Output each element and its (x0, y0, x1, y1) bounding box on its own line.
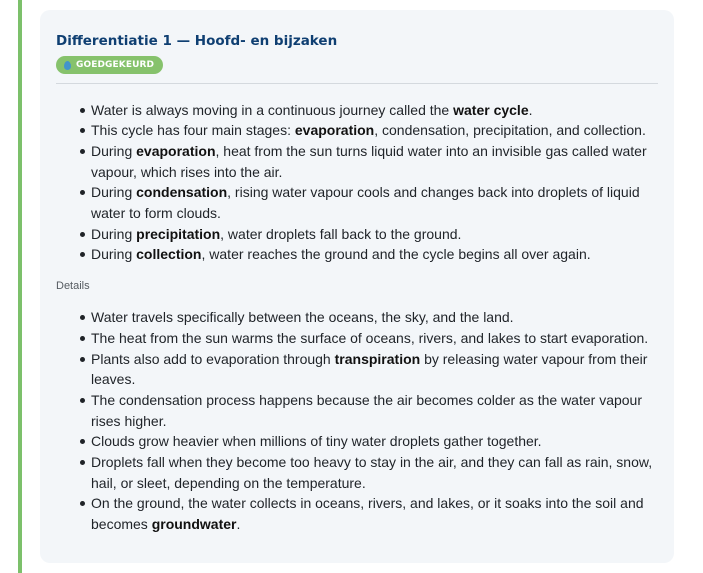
text-segment: Water travels specifically between the oceans, the sky, and the land. (91, 309, 514, 326)
bold-term: water cycle (453, 101, 529, 118)
text-segment: . (236, 516, 241, 533)
text-segment: The condensation process happens because the air becomes colder as the water vapour rises higher. (91, 391, 643, 429)
content-area (22, 0, 703, 573)
list-item (91, 431, 658, 452)
bold-term: condensation (136, 184, 228, 201)
text-segment: , rising water vapour cools and changes back into droplets of liquid water to form clouds. (91, 184, 640, 222)
main-points-list (56, 100, 658, 266)
divider (56, 83, 658, 84)
list-item (91, 120, 658, 141)
status-badge-label: GOEDGEKEURD (76, 60, 155, 70)
text-segment: , heat from the sun turns liquid water into an invisible gas called water vapour, which rises into the air. (91, 142, 647, 180)
text-segment: Plants also add to evaporation through (91, 350, 335, 367)
list-item (91, 452, 658, 493)
text-segment: , condensation, precipitation, and collection. (374, 122, 646, 139)
list-item (91, 390, 658, 431)
text-segment: Water is always moving in a continuous journey called the (91, 101, 454, 118)
list-item (91, 349, 658, 390)
card-title: Differentiatie 1 — Hoofd- en bijzaken (56, 33, 338, 49)
drop-icon (64, 61, 71, 70)
differentiation-card (40, 10, 674, 563)
text-segment: The heat from the sun warms the surface of oceans, rivers, and lakes to start evaporation. (91, 329, 649, 346)
list-item (91, 244, 658, 265)
text-segment: , water reaches the ground and the cycle begins all over again. (201, 246, 591, 263)
details-label: Details (56, 280, 90, 293)
list-item (91, 182, 658, 223)
status-badge (56, 56, 163, 74)
list-item (91, 100, 658, 121)
text-segment: Clouds grow heavier when millions of tiny water droplets gather together. (91, 433, 542, 450)
list-item (91, 224, 658, 245)
bold-term: evaporation (136, 142, 216, 159)
text-segment: This cycle has four main stages: (91, 122, 295, 139)
bold-term: evaporation (294, 122, 375, 139)
text-segment: Droplets fall when they become too heavy to stay in the air, and they can fall as rain, snow, hail, or sleet, depending on the temperature. (91, 454, 653, 491)
text-segment: . (528, 101, 533, 118)
list-item (91, 328, 658, 349)
list-item (91, 493, 658, 534)
text-segment: During (91, 225, 137, 242)
bold-term: transpiration (334, 350, 421, 367)
text-segment: On the ground, the water collects in oceans, rivers, and lakes, or it soaks into the soil and becomes (91, 495, 644, 533)
text-segment: During (91, 184, 137, 201)
bold-term: groundwater (151, 516, 237, 533)
text-segment: by releasing water vapour from their leaves. (91, 350, 648, 388)
list-item (91, 141, 658, 182)
text-segment: During (91, 142, 137, 159)
bold-term: collection (136, 246, 202, 263)
detail-points-list (56, 307, 658, 535)
list-item (91, 307, 658, 328)
text-segment: During (91, 246, 137, 263)
text-segment: , water droplets fall back to the ground. (220, 225, 462, 242)
bold-term: precipitation (136, 225, 221, 242)
